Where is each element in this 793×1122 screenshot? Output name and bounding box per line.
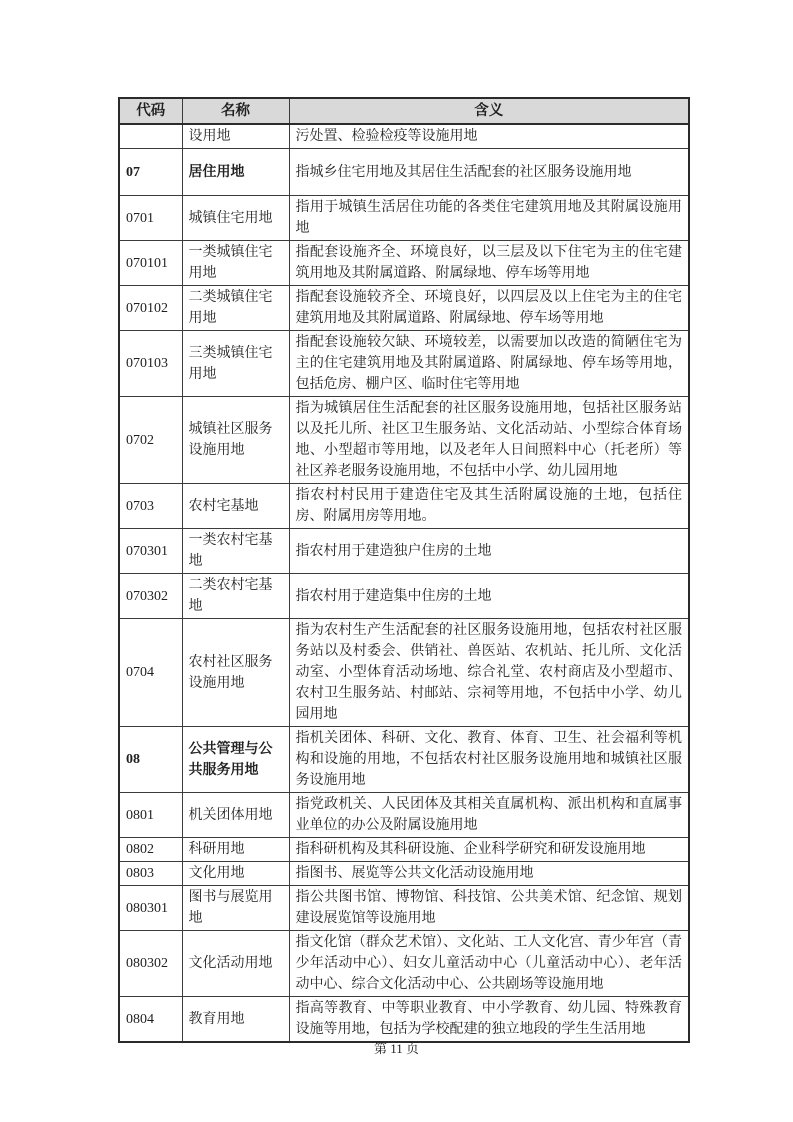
code-cell: 08 xyxy=(119,727,182,793)
meaning-cell: 指科研机构及其科研设施、企业科学研究和研发设施用地 xyxy=(289,838,689,862)
meaning-cell: 指机关团体、科研、文化、教育、体育、卫生、社会福利等机构和设施的用地，不包括农村社区服务设施用地和城镇社区服务设施用地 xyxy=(289,727,689,793)
table-row xyxy=(119,997,689,1043)
name-cell: 图书与展览用地 xyxy=(182,886,289,931)
name-cell: 二类城镇住宅用地 xyxy=(182,286,289,331)
code-cell: 0704 xyxy=(119,619,182,727)
code-cell: 070103 xyxy=(119,331,182,397)
code-cell: 070301 xyxy=(119,529,182,574)
name-cell: 设用地 xyxy=(182,124,289,149)
table-row xyxy=(119,793,689,838)
table-row xyxy=(119,619,689,727)
name-cell: 一类农村宅基地 xyxy=(182,529,289,574)
table-row xyxy=(119,931,689,997)
table-row xyxy=(119,286,689,331)
column-header-code: 代码 xyxy=(119,98,182,124)
page-number: 第 11 页 xyxy=(373,1041,420,1056)
name-cell: 城镇住宅用地 xyxy=(182,196,289,241)
table-row xyxy=(119,397,689,484)
table-row xyxy=(119,862,689,886)
code-cell: 070302 xyxy=(119,574,182,619)
table-row xyxy=(119,196,689,241)
code-cell: 0803 xyxy=(119,862,182,886)
page-footer xyxy=(0,1038,793,1057)
meaning-cell: 指配套设施较齐全、环境良好，以四层及以上住宅为主的住宅建筑用地及其附属道路、附属绿地、停车场等用地 xyxy=(289,286,689,331)
land-use-code-table xyxy=(118,97,690,1043)
name-cell: 机关团体用地 xyxy=(182,793,289,838)
name-cell: 城镇社区服务设施用地 xyxy=(182,397,289,484)
code-cell: 07 xyxy=(119,149,182,196)
name-cell: 三类城镇住宅用地 xyxy=(182,331,289,397)
meaning-cell: 指公共图书馆、博物馆、科技馆、公共美术馆、纪念馆、规划建设展览馆等设施用地 xyxy=(289,886,689,931)
code-cell: 080301 xyxy=(119,886,182,931)
name-cell: 文化用地 xyxy=(182,862,289,886)
meaning-cell: 指图书、展览等公共文化活动设施用地 xyxy=(289,862,689,886)
name-cell: 居住用地 xyxy=(182,149,289,196)
meaning-cell: 污处置、检验检疫等设施用地 xyxy=(289,124,689,149)
name-cell: 科研用地 xyxy=(182,838,289,862)
table-row xyxy=(119,886,689,931)
meaning-cell: 指用于城镇生活居住功能的各类住宅建筑用地及其附属设施用地 xyxy=(289,196,689,241)
meaning-cell: 指文化馆（群众艺术馆）、文化站、工人文化宫、青少年宫（青少年活动中心）、妇女儿童活动中心（儿童活动中心）、老年活动中心、综合文化活动中心、公共剧场等设施用地 xyxy=(289,931,689,997)
code-cell: 0701 xyxy=(119,196,182,241)
meaning-cell: 指为农村生产生活配套的社区服务设施用地，包括农村社区服务站以及村委会、供销社、兽医站、农机站、托儿所、文化活动室、小型体育活动场地、综合礼堂、农村商店及小型超市、农村卫生服务站、村邮站、宗祠等用地，不包括中小学、幼儿园用地 xyxy=(289,619,689,727)
name-cell: 公共管理与公共服务用地 xyxy=(182,727,289,793)
meaning-cell: 指配套设施齐全、环境良好，以三层及以下住宅为主的住宅建筑用地及其附属道路、附属绿地、停车场等用地 xyxy=(289,241,689,286)
table-row xyxy=(119,241,689,286)
table-row xyxy=(119,124,689,149)
code-cell: 0802 xyxy=(119,838,182,862)
meaning-cell: 指为城镇居住生活配套的社区服务设施用地，包括社区服务站以及托儿所、社区卫生服务站、文化活动站、小型综合体育场地、小型超市等用地，以及老年人日间照料中心（托老所）等社区养老服务设施用地，不包括中小学、幼儿园用地 xyxy=(289,397,689,484)
meaning-cell: 指城乡住宅用地及其居住生活配套的社区服务设施用地 xyxy=(289,149,689,196)
name-cell: 农村宅基地 xyxy=(182,484,289,529)
name-cell: 文化活动用地 xyxy=(182,931,289,997)
meaning-cell: 指农村村民用于建造住宅及其生活附属设施的土地，包括住房、附属用房等用地。 xyxy=(289,484,689,529)
code-cell: 0804 xyxy=(119,997,182,1043)
name-cell: 一类城镇住宅用地 xyxy=(182,241,289,286)
code-cell: 0703 xyxy=(119,484,182,529)
table-row xyxy=(119,838,689,862)
table-row xyxy=(119,331,689,397)
column-header-name: 名称 xyxy=(182,98,289,124)
name-cell: 农村社区服务设施用地 xyxy=(182,619,289,727)
code-cell: 070101 xyxy=(119,241,182,286)
column-header-meaning: 含义 xyxy=(289,98,689,124)
name-cell: 二类农村宅基地 xyxy=(182,574,289,619)
table-row xyxy=(119,484,689,529)
code-cell: 0702 xyxy=(119,397,182,484)
code-cell: 0801 xyxy=(119,793,182,838)
meaning-cell: 指配套设施较欠缺、环境较差，以需要加以改造的简陋住宅为主的住宅建筑用地及其附属道路、附属绿地、停车场等用地，包括危房、棚户区、临时住宅等用地 xyxy=(289,331,689,397)
code-cell: 070102 xyxy=(119,286,182,331)
meaning-cell: 指农村用于建造独户住房的土地 xyxy=(289,529,689,574)
table-row xyxy=(119,149,689,196)
table-row xyxy=(119,529,689,574)
table-row xyxy=(119,574,689,619)
meaning-cell: 指高等教育、中等职业教育、中小学教育、幼儿园、特殊教育设施等用地，包括为学校配建的独立地段的学生生活用地 xyxy=(289,997,689,1043)
name-cell: 教育用地 xyxy=(182,997,289,1043)
code-cell: 080302 xyxy=(119,931,182,997)
table-header-row xyxy=(119,98,689,124)
meaning-cell: 指农村用于建造集中住房的土地 xyxy=(289,574,689,619)
table-row xyxy=(119,727,689,793)
code-cell xyxy=(119,124,182,149)
meaning-cell: 指党政机关、人民团体及其相关直属机构、派出机构和直属事业单位的办公及附属设施用地 xyxy=(289,793,689,838)
